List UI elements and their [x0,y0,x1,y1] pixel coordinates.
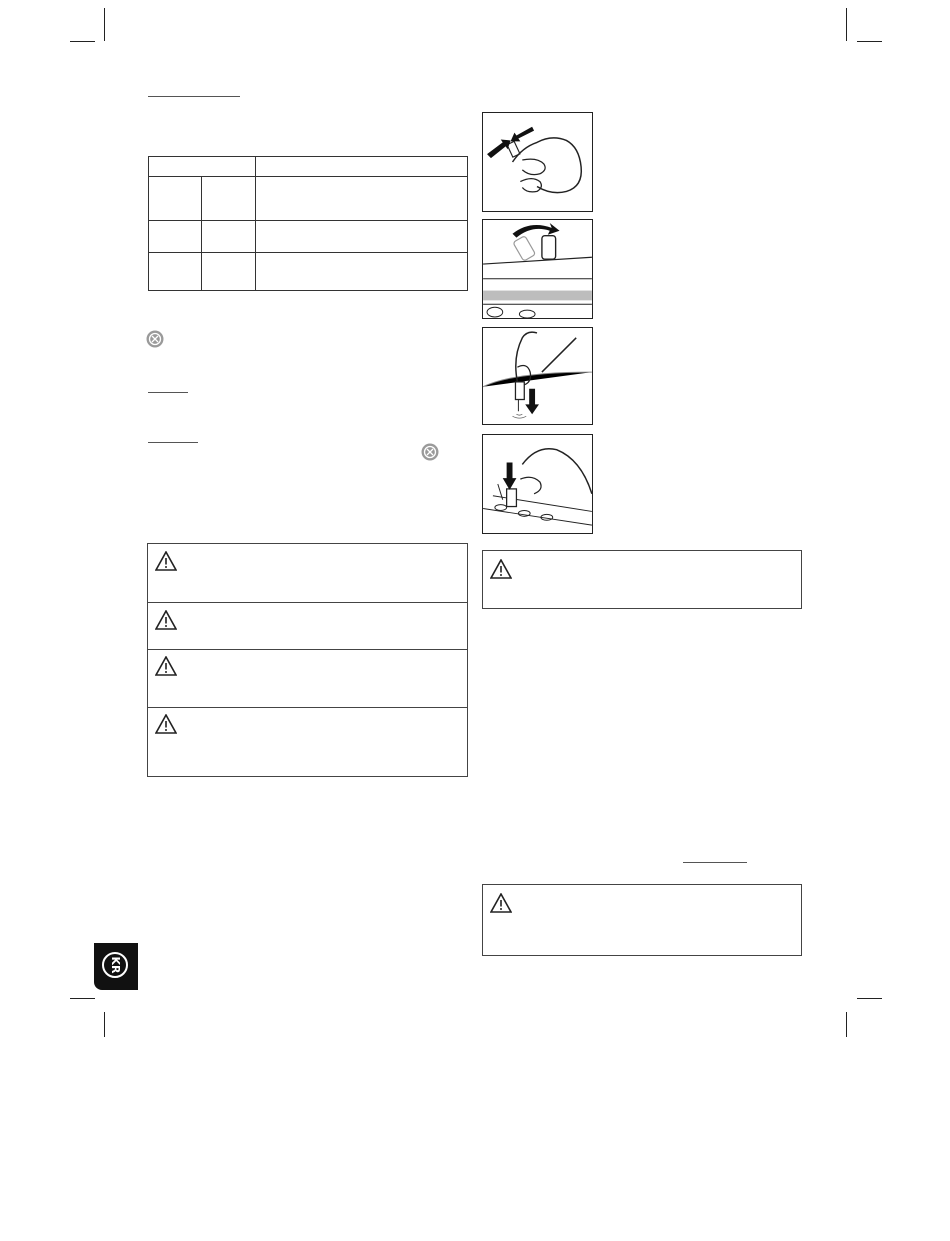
reference-underline [683,862,747,863]
language-badge: KR [102,952,128,978]
table-cell [201,221,256,253]
illustration-press-cap [482,112,593,212]
crop-mark [70,41,95,42]
warning-divider [148,649,467,650]
illustration-dropper-tray [482,219,593,319]
subheading-underline [148,392,188,393]
warning-divider [148,602,467,603]
warning-divider [148,707,467,708]
crop-mark [846,8,847,41]
table-cell [149,177,202,221]
warning-triangle-icon [490,893,512,913]
hand-placing-cap-icon [483,435,592,533]
crop-mark [857,998,882,999]
spec-table [148,156,468,291]
crop-mark [104,1012,105,1037]
gear-icon [146,330,164,348]
crop-mark [857,41,882,42]
warning-box [482,884,802,956]
hand-inserting-needle-icon [483,328,592,424]
table-cell [256,253,468,291]
warning-triangle-icon [155,610,177,630]
illustration-insert-needle [482,327,593,425]
dropper-on-tray-icon [483,220,592,318]
table-cell [201,177,256,221]
crop-mark [104,8,105,41]
illustration-place-cap [482,434,593,534]
crop-mark [846,1012,847,1037]
warning-triangle-icon [155,656,177,676]
table-header-cell [256,157,468,177]
subheading-underline [148,442,198,443]
crop-mark [70,998,95,999]
table-cell [201,253,256,291]
warning-triangle-icon [155,714,177,734]
table-header-cell [149,157,256,177]
gear-icon [421,443,439,461]
warning-triangle-icon [490,559,512,579]
warning-box [482,550,802,609]
section-heading-underline [148,96,240,97]
warning-box [147,543,468,777]
warning-triangle-icon [155,551,177,571]
hand-pressing-needle-cap-icon [483,113,592,211]
table-cell [256,177,468,221]
table-cell [256,221,468,253]
table-cell [149,221,202,253]
table-cell [149,253,202,291]
language-tab [94,943,138,990]
